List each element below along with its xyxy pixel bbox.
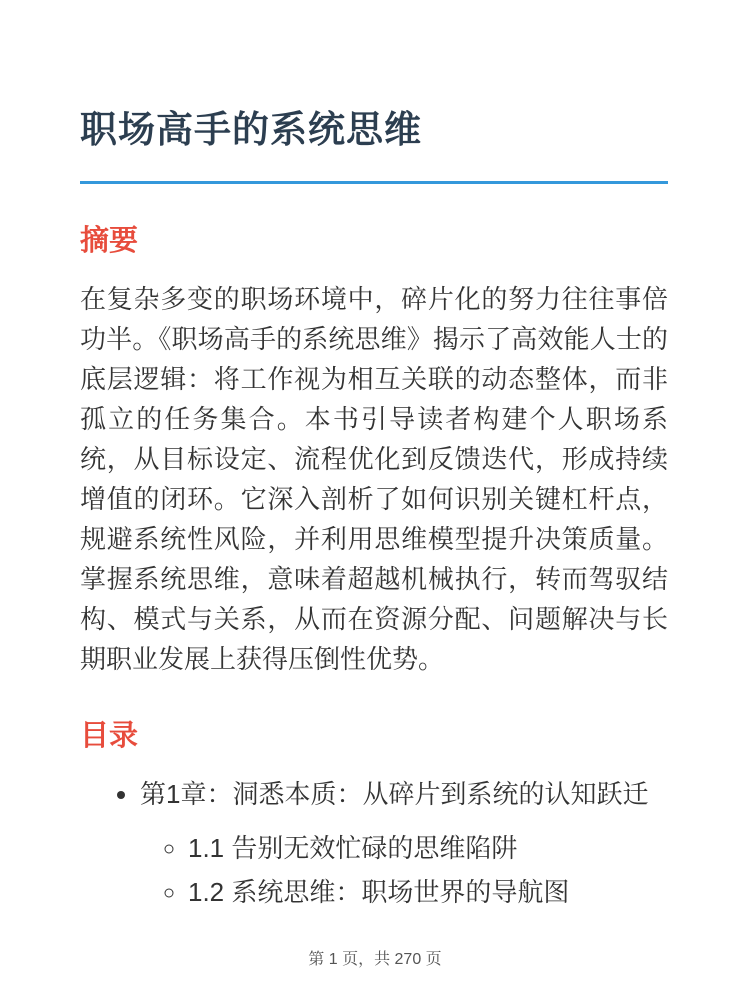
toc-chapter-label: 第1章：洞悉本质：从碎片到系统的认知跃迁 <box>140 778 649 809</box>
toc-list <box>80 774 668 912</box>
page-title: 职场高手的系统思维 <box>80 106 668 184</box>
toc-section-label: 1.1 告别无效忙碌的思维陷阱 <box>188 832 518 863</box>
toc-section-item <box>188 828 668 868</box>
toc-section-item <box>188 872 668 912</box>
toc-chapter-item <box>140 774 668 912</box>
toc-sublist <box>140 828 668 912</box>
abstract-heading: 摘要 <box>80 225 139 258</box>
toc-section-label: 1.2 系统思维：职场世界的导航图 <box>188 876 570 907</box>
abstract-paragraph: 在复杂多变的职场环境中，碎片化的努力往往事倍功半。《职场高手的系统思维》揭示了高效能人士的底层逻辑：将工作视为相互关联的动态整体，而非孤立的任务集合。本书引导读者构建个人职场系统，从目标设定、流程优化到反馈迭代，形成持续增值的闭环。它深入剖析了如何识别关键杠杆点，规避系统性风险，并利用思维模型提升决策质量。掌握系统思维，意味着超越机械执行，转而驾驭结构、模式与关系，从而在资源分配、问题解决与长期职业发展上获得压倒性优势。 <box>80 283 668 674</box>
toc-heading: 目录 <box>80 719 139 752</box>
page-number-footer: 第 1 页，共 270 页 <box>308 951 442 968</box>
